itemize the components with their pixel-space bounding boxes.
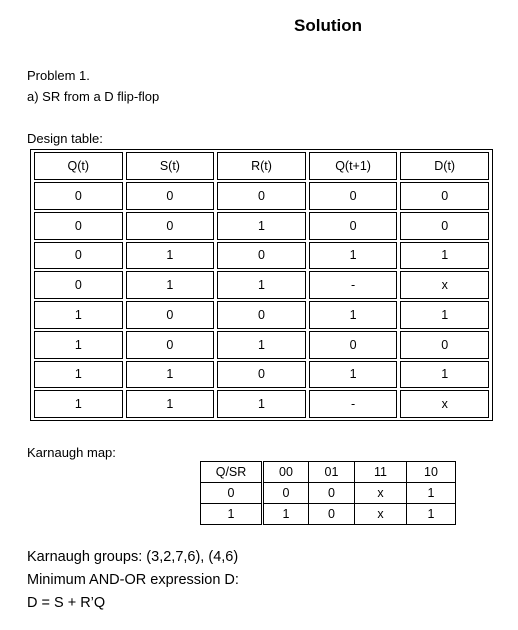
design-header-cell: S(t) <box>126 152 215 180</box>
table-cell: 1 <box>309 301 398 329</box>
design-table-header-row <box>34 152 489 180</box>
table-row <box>34 182 489 210</box>
problem-part: a) SR from a D flip-flop <box>27 89 160 104</box>
table-cell: 1 <box>309 242 398 270</box>
karnaugh-map-label: Karnaugh map: <box>27 445 116 460</box>
design-table-label: Design table: <box>27 131 103 146</box>
table-cell: 1 <box>34 361 123 389</box>
kmap-header-cell: 10 <box>407 462 456 483</box>
table-cell: 1 <box>217 331 306 359</box>
expression-label: Minimum AND-OR expression D: <box>27 572 239 588</box>
table-cell: 1 <box>217 271 306 299</box>
kmap-cell: 1 <box>263 504 309 525</box>
design-header-cell: D(t) <box>400 152 489 180</box>
page-title: Solution <box>294 16 362 35</box>
table-cell: 1 <box>217 212 306 240</box>
kmap-row <box>201 483 456 504</box>
expression: D = S + R’Q <box>27 595 106 611</box>
table-cell: 0 <box>400 182 489 210</box>
kmap-cell: 0 <box>263 483 309 504</box>
design-header-cell: Q(t) <box>34 152 123 180</box>
table-cell: 0 <box>34 182 123 210</box>
kmap-cell: x <box>355 483 407 504</box>
table-cell: 1 <box>217 390 306 418</box>
table-cell: 0 <box>217 182 306 210</box>
table-cell: - <box>309 390 398 418</box>
table-cell: x <box>400 271 489 299</box>
kmap-header-cell: Q/SR <box>201 462 263 483</box>
table-cell: 1 <box>400 361 489 389</box>
kmap-cell: 1 <box>201 504 263 525</box>
table-cell: 0 <box>400 331 489 359</box>
table-cell: 0 <box>34 271 123 299</box>
table-cell: 0 <box>309 182 398 210</box>
kmap-cell: 1 <box>407 504 456 525</box>
kmap-header-cell: 00 <box>263 462 309 483</box>
table-cell: 1 <box>400 242 489 270</box>
table-row <box>34 301 489 329</box>
table-cell: 0 <box>126 182 215 210</box>
table-cell: 1 <box>34 390 123 418</box>
table-cell: 0 <box>309 212 398 240</box>
design-table <box>30 149 493 421</box>
table-cell: 0 <box>34 212 123 240</box>
kmap-header-cell: 11 <box>355 462 407 483</box>
table-cell: 0 <box>217 242 306 270</box>
table-cell: 1 <box>400 301 489 329</box>
design-header-cell: Q(t+1) <box>309 152 398 180</box>
karnaugh-map-table <box>200 461 456 525</box>
kmap-cell: x <box>355 504 407 525</box>
table-row <box>34 212 489 240</box>
table-cell: x <box>400 390 489 418</box>
table-row <box>34 271 489 299</box>
problem-heading: Problem 1. <box>27 68 90 83</box>
table-cell: 0 <box>217 301 306 329</box>
table-cell: 1 <box>126 361 215 389</box>
table-row <box>34 242 489 270</box>
table-cell: 1 <box>309 361 398 389</box>
table-row <box>34 390 489 418</box>
kmap-cell: 0 <box>309 504 355 525</box>
table-cell: 1 <box>34 331 123 359</box>
karnaugh-groups: Karnaugh groups: (3,2,7,6), (4,6) <box>27 549 239 565</box>
table-cell: 0 <box>217 361 306 389</box>
table-cell: - <box>309 271 398 299</box>
table-cell: 0 <box>309 331 398 359</box>
table-cell: 1 <box>34 301 123 329</box>
table-cell: 0 <box>126 331 215 359</box>
table-cell: 1 <box>126 242 215 270</box>
table-row <box>34 331 489 359</box>
table-cell: 0 <box>400 212 489 240</box>
kmap-cell: 1 <box>407 483 456 504</box>
table-cell: 1 <box>126 271 215 299</box>
table-cell: 0 <box>126 212 215 240</box>
kmap-cell: 0 <box>201 483 263 504</box>
table-cell: 0 <box>34 242 123 270</box>
table-row <box>34 361 489 389</box>
table-cell: 1 <box>126 390 215 418</box>
table-cell: 0 <box>126 301 215 329</box>
design-header-cell: R(t) <box>217 152 306 180</box>
kmap-header-cell: 01 <box>309 462 355 483</box>
kmap-row <box>201 504 456 525</box>
kmap-header-row <box>201 462 456 483</box>
kmap-cell: 0 <box>309 483 355 504</box>
